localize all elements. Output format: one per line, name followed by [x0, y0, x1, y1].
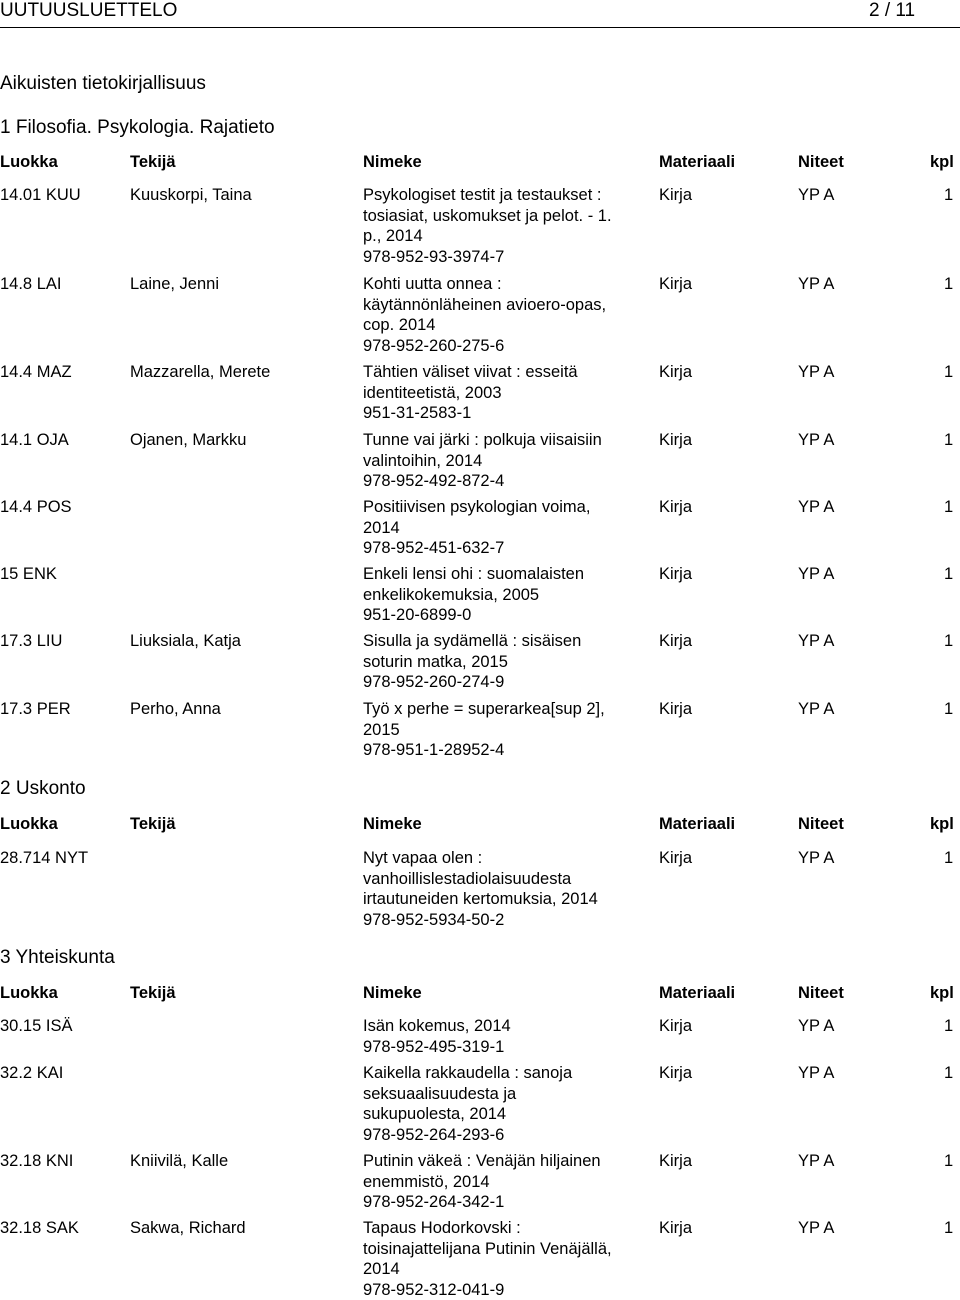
column-header-tekija: Tekijä — [130, 153, 176, 171]
row-kpl: 1 — [944, 431, 954, 449]
row-niteet: YP A — [798, 498, 835, 516]
row-nimeke-line: toisinajattelijana Putinin Venäjällä, — [363, 1239, 612, 1258]
row-materiaali: Kirja — [659, 275, 693, 293]
row-nimeke-line: Psykologiset testit ja testaukset : — [363, 186, 602, 204]
column-header-nimeke: Nimeke — [363, 984, 422, 1002]
row-nimeke-line: Kohti uutta onnea : — [363, 275, 502, 293]
row-kpl: 1 — [944, 700, 954, 718]
row-kpl: 1 — [944, 849, 954, 867]
row-tekija: Sakwa, Richard — [130, 1219, 246, 1237]
row-nimeke-line: 978-952-312-041-9 — [363, 1280, 505, 1299]
row-niteet: YP A — [798, 1017, 835, 1035]
row-luokka: 28.714 NYT — [0, 849, 89, 867]
row-materiaali: Kirja — [659, 1219, 693, 1237]
row-nimeke-line: Enkeli lensi ohi : suomalaisten — [363, 565, 585, 583]
row-luokka: 17.3 PER — [0, 700, 71, 718]
row-nimeke-line: 978-952-451-632-7 — [363, 539, 505, 558]
row-materiaali: Kirja — [659, 498, 693, 516]
row-materiaali: Kirja — [659, 186, 693, 204]
row-niteet: YP A — [798, 565, 835, 583]
row-materiaali: Kirja — [659, 700, 693, 718]
row-kpl: 1 — [944, 565, 954, 583]
row-luokka: 15 ENK — [0, 565, 57, 583]
row-kpl: 1 — [944, 186, 954, 204]
row-tekija: Ojanen, Markku — [130, 431, 247, 449]
row-nimeke-line: identiteetistä, 2003 — [363, 383, 502, 402]
row-niteet: YP A — [798, 849, 835, 867]
page-number: 2 / 11 — [869, 0, 916, 21]
row-nimeke-line: Tähtien väliset viivat : esseitä — [363, 363, 578, 381]
row-nimeke-line: enemmistö, 2014 — [363, 1172, 490, 1191]
row-luokka: 14.8 LAI — [0, 275, 62, 293]
column-header-materiaali: Materiaali — [659, 153, 736, 171]
row-luokka: 32.18 KNI — [0, 1152, 74, 1170]
column-header-luokka: Luokka — [0, 815, 58, 833]
row-materiaali: Kirja — [659, 1152, 693, 1170]
row-nimeke-line: valintoihin, 2014 — [363, 451, 483, 470]
row-nimeke-line: Nyt vapaa olen : — [363, 849, 483, 867]
row-nimeke-line: 978-952-93-3974-7 — [363, 247, 505, 266]
column-header-niteet: Niteet — [798, 153, 844, 171]
row-materiaali: Kirja — [659, 431, 693, 449]
section-title: 3 Yhteiskunta — [0, 947, 115, 968]
column-header-materiaali: Materiaali — [659, 984, 736, 1002]
row-nimeke-line: tosiasiat, uskomukset ja pelot. - 1. — [363, 206, 612, 225]
row-luokka: 14.4 POS — [0, 498, 72, 516]
row-nimeke-line: enkelikokemuksia, 2005 — [363, 585, 540, 604]
row-kpl: 1 — [944, 498, 954, 516]
row-luokka: 30.15 ISÄ — [0, 1017, 73, 1035]
row-materiaali: Kirja — [659, 363, 693, 381]
row-tekija: Kuuskorpi, Taina — [130, 186, 252, 204]
row-nimeke-line: 978-952-264-293-6 — [363, 1125, 505, 1144]
row-nimeke-line: 978-951-1-28952-4 — [363, 741, 505, 760]
row-nimeke-line: 951-31-2583-1 — [363, 404, 472, 423]
column-header-niteet: Niteet — [798, 815, 844, 833]
column-header-kpl: kpl — [930, 153, 954, 171]
row-luokka: 17.3 LIU — [0, 632, 63, 650]
row-niteet: YP A — [798, 632, 835, 650]
column-header-nimeke: Nimeke — [363, 815, 422, 833]
row-kpl: 1 — [944, 363, 954, 381]
row-kpl: 1 — [944, 1152, 954, 1170]
row-materiaali: Kirja — [659, 1064, 693, 1082]
row-tekija: Liuksiala, Katja — [130, 632, 241, 650]
row-nimeke-line: cop. 2014 — [363, 316, 436, 335]
row-tekija: Laine, Jenni — [130, 275, 219, 293]
row-nimeke-line: p., 2014 — [363, 227, 423, 246]
column-header-luokka: Luokka — [0, 984, 58, 1002]
column-header-kpl: kpl — [930, 984, 954, 1002]
row-tekija: Kniivilä, Kalle — [130, 1152, 229, 1170]
row-kpl: 1 — [944, 1219, 954, 1237]
row-luokka: 14.01 KUU — [0, 186, 81, 204]
row-nimeke-line: seksuaalisuudesta ja — [363, 1084, 517, 1103]
row-nimeke-line: käytännönläheinen avioero-opas, — [363, 295, 607, 314]
row-luokka: 32.2 KAI — [0, 1064, 64, 1082]
row-nimeke-line: Putinin väkeä : Venäjän hiljainen — [363, 1152, 601, 1170]
row-nimeke-line: Sisulla ja sydämellä : sisäisen — [363, 632, 582, 650]
row-kpl: 1 — [944, 1064, 954, 1082]
row-luokka: 32.18 SAK — [0, 1219, 79, 1237]
row-tekija: Mazzarella, Merete — [130, 363, 271, 381]
row-luokka: 14.4 MAZ — [0, 363, 72, 381]
row-kpl: 1 — [944, 632, 954, 650]
row-nimeke-line: 951-20-6899-0 — [363, 606, 472, 625]
row-materiaali: Kirja — [659, 565, 693, 583]
row-tekija: Perho, Anna — [130, 700, 221, 718]
header-divider — [0, 27, 960, 28]
row-nimeke-line: Isän kokemus, 2014 — [363, 1017, 511, 1035]
row-niteet: YP A — [798, 700, 835, 718]
row-nimeke-line: vanhoillislestadiolaisuudesta — [363, 869, 572, 888]
row-nimeke-line: 978-952-495-319-1 — [363, 1037, 505, 1056]
row-nimeke-line: Työ x perhe = superarkea[sup 2], — [363, 700, 605, 718]
row-nimeke-line: 978-952-260-274-9 — [363, 673, 505, 692]
row-nimeke-line: Positiivisen psykologian voima, — [363, 498, 591, 516]
row-nimeke-line: 978-952-264-342-1 — [363, 1193, 505, 1212]
row-niteet: YP A — [798, 431, 835, 449]
row-niteet: YP A — [798, 275, 835, 293]
section-title: 1 Filosofia. Psykologia. Rajatieto — [0, 117, 275, 138]
column-header-niteet: Niteet — [798, 984, 844, 1002]
column-header-tekija: Tekijä — [130, 984, 176, 1002]
row-nimeke-line: 2014 — [363, 1260, 400, 1279]
row-niteet: YP A — [798, 1152, 835, 1170]
row-nimeke-line: Tunne vai järki : polkuja viisaisiin — [363, 431, 602, 449]
column-header-tekija: Tekijä — [130, 815, 176, 833]
row-niteet: YP A — [798, 186, 835, 204]
column-header-luokka: Luokka — [0, 153, 58, 171]
row-luokka: 14.1 OJA — [0, 431, 69, 449]
row-nimeke-line: Kaikella rakkaudella : sanoja — [363, 1064, 573, 1082]
row-nimeke-line: 978-952-492-872-4 — [363, 472, 505, 491]
row-kpl: 1 — [944, 1017, 954, 1035]
row-nimeke-line: sukupuolesta, 2014 — [363, 1105, 507, 1124]
row-materiaali: Kirja — [659, 1017, 693, 1035]
row-nimeke-line: irtautuneiden kertomuksia, 2014 — [363, 890, 598, 909]
column-header-nimeke: Nimeke — [363, 153, 422, 171]
row-materiaali: Kirja — [659, 849, 693, 867]
row-nimeke-line: 978-952-260-275-6 — [363, 336, 505, 355]
row-niteet: YP A — [798, 1064, 835, 1082]
row-niteet: YP A — [798, 363, 835, 381]
section-title: 2 Uskonto — [0, 778, 86, 799]
row-nimeke-line: soturin matka, 2015 — [363, 652, 508, 671]
column-header-kpl: kpl — [930, 815, 954, 833]
row-kpl: 1 — [944, 275, 954, 293]
row-niteet: YP A — [798, 1219, 835, 1237]
row-materiaali: Kirja — [659, 632, 693, 650]
row-nimeke-line: Tapaus Hodorkovski : — [363, 1219, 521, 1237]
page-header-title: UUTUUSLUETTELO — [0, 0, 178, 21]
row-nimeke-line: 2014 — [363, 518, 400, 537]
main-heading: Aikuisten tietokirjallisuus — [0, 73, 206, 94]
column-header-materiaali: Materiaali — [659, 815, 736, 833]
row-nimeke-line: 2015 — [363, 720, 400, 739]
row-nimeke-line: 978-952-5934-50-2 — [363, 910, 505, 929]
